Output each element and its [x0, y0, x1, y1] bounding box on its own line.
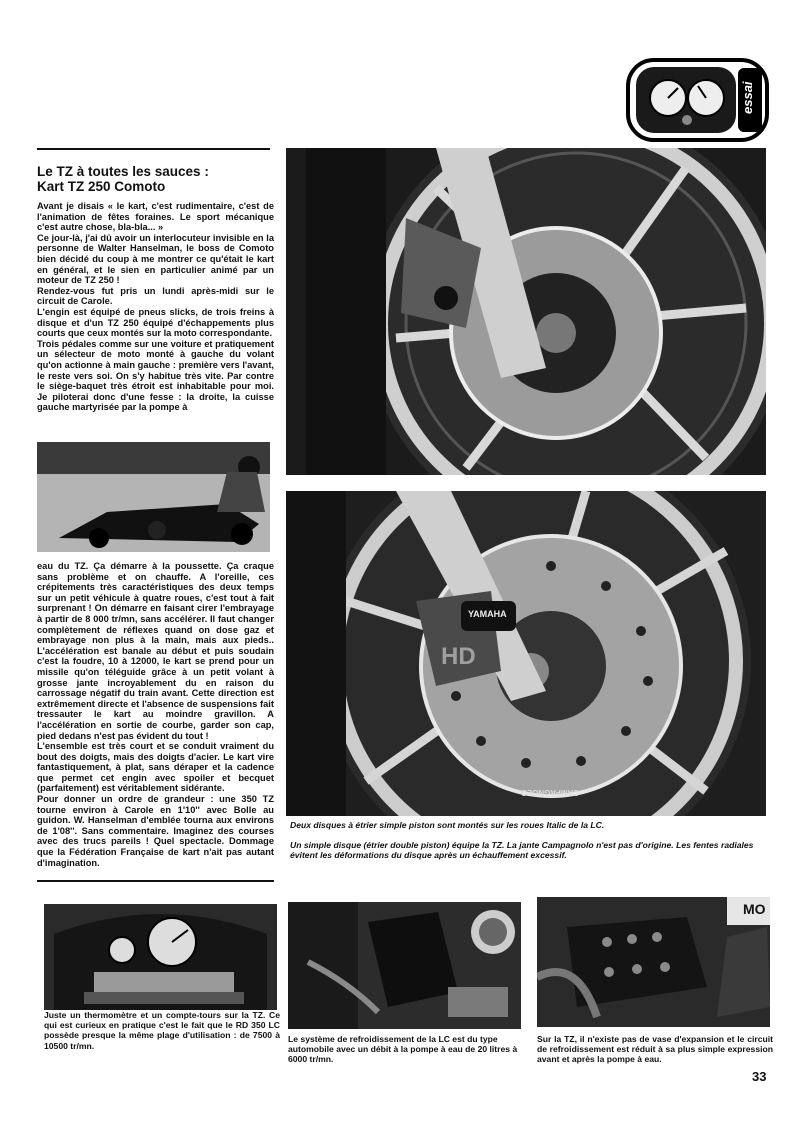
paragraph: Rendez-vous fut pris un lundi après-midi sur le circuit de Carole.	[37, 285, 274, 307]
column-end-rule	[37, 880, 274, 882]
yamaha-front-wheel-photo	[286, 491, 766, 816]
page-number: 33	[752, 1069, 767, 1084]
article-body-bottom	[37, 561, 274, 868]
tz-engine-photo	[537, 897, 770, 1027]
caption-wheels-2: Un simple disque (étrier double piston) équipe la TZ. La jante Campagnolo n'est pas d'origine. Les fentes radiales évitent les déformations du disque après un échauffement excessif.	[290, 840, 754, 861]
paragraph: Avant je disais « le kart, c'est rudimentaire, c'est de l'animation de fêtes foraines. Le sport mécanique c'est autre chose, bla-bla... »	[37, 201, 274, 233]
caption-cooling: Le système de refroidissement de la LC est du type automobile avec un débit à la pompe à eau de 20 litres à 6000 tr/mn.	[288, 1034, 518, 1065]
engine-cooling-photo	[288, 902, 521, 1029]
article-title	[37, 164, 277, 194]
caption-wheels-1: Deux disques à étrier simple piston sont montés sur les roues Italic de la LC.	[290, 820, 605, 830]
paragraph: Pour donner un ordre de grandeur : une 350 TZ tourne environ à Carole en 1'10'' avec Bolle au guidon. W. Hanselman d'emblée tourna aux environs de 1'08''. Sans commentaire. Imaginez des courses avec des trucs pareils ! Quel spectacle. Dommage que la Fédération Française de kart n'ait pas autant d'imagination.	[37, 794, 274, 868]
paragraph: Ce jour-là, j'ai dû avoir un interlocuteur invisible en la personne de Walter Hanselman, le boss de Comoto bien décidé du coup à me montrer ce qu'était le kart en général, et le sien en particulier animé par un moteur de TZ 250 !	[37, 232, 274, 286]
rim-brand: CAMPAGNOLO	[521, 788, 580, 797]
caption-tz: Sur la TZ, il n'existe pas de vase d'expansion et le circuit de refroidissement est réduit à sa plus simple expression avant et après la pompe à eau.	[537, 1034, 773, 1065]
title-line-1: Le TZ à toutes les sauces :	[37, 164, 209, 179]
photo-tag: MO	[743, 901, 766, 917]
watermark: HD	[441, 643, 476, 670]
article-body-top	[37, 201, 274, 413]
section-logo	[626, 58, 769, 142]
paragraph: L'engin est équipé de pneus slicks, de trois freins à disque et d'un TZ 250 équipé d'échappements plus courts que ceux montés sur la moto correspondante.	[37, 306, 274, 339]
paragraph: L'ensemble est très court et se conduit vraiment du bout des doigts, mais des doigts d'acier. Le kart vire fantastiquement, à plat, sans déraper et la cadence que permet cet engin avec spoiler et becquet (parfaitement) est véritablement sidérante.	[37, 741, 274, 794]
dashboard-gauges-photo	[44, 904, 277, 1010]
caption-gauges: Juste un thermomètre et un compte-tours sur la TZ. Ce qui est curieux en pratique c'est le fait que le RD 350 LC possède presque la même plage d'utilisation : de 7500 à 10500 tr/mn.	[44, 1010, 280, 1051]
title-line-2: Kart TZ 250 Comoto	[37, 179, 166, 194]
title-rule	[37, 148, 270, 150]
logo-text: essai	[740, 81, 755, 114]
paragraph: eau du TZ. Ça démarre à la poussette. Ça craque sans problème et on chauffe. A l'oreille, ces crépitements très caractéristiques des deux temps sur un petit véhicule à quatre roues, c'est tout à fait surprenant ! On démarre en faisant cirer l'embrayage à partir de 8 000 tr/mn, sans accélérer. Il faut changer complètement de réflexes quand on dose gaz et embrayage non plus à la main, mais aux pieds.. L'accélération est banale au début et puis soudain c'est la foudre, 10 à 12000, le kart se prend pour un missile qu'on téléguide grâce à un petit volant à grosse jante incroyablement du en raison du carrossage négatif du train avant. Cette direction est extrêmement directe et l'absence de suspensions fait tressauter le kart au moindre gravillon. A l'accélération en sortie de courbe, garder son cap, pied dedans n'est pas évident du tout !	[37, 561, 274, 741]
kart-photo	[37, 442, 270, 552]
front-wheel-disc-photo	[286, 148, 766, 475]
paragraph: Trois pédales comme sur une voiture et pratiquement un sélecteur de moto monté à gauche du volant qu'on actionne à main gauche : première vers l'avant, le reste vers soi. On s'y habitue très vite. Par contre le siège-baquet très étroit est inhabitable pour moi. Je piloterai donc d'une fesse : la droite, la cuisse gauche martyrisée par la pompe à	[37, 338, 274, 413]
yamaha-badge: YAMAHA	[468, 609, 507, 619]
